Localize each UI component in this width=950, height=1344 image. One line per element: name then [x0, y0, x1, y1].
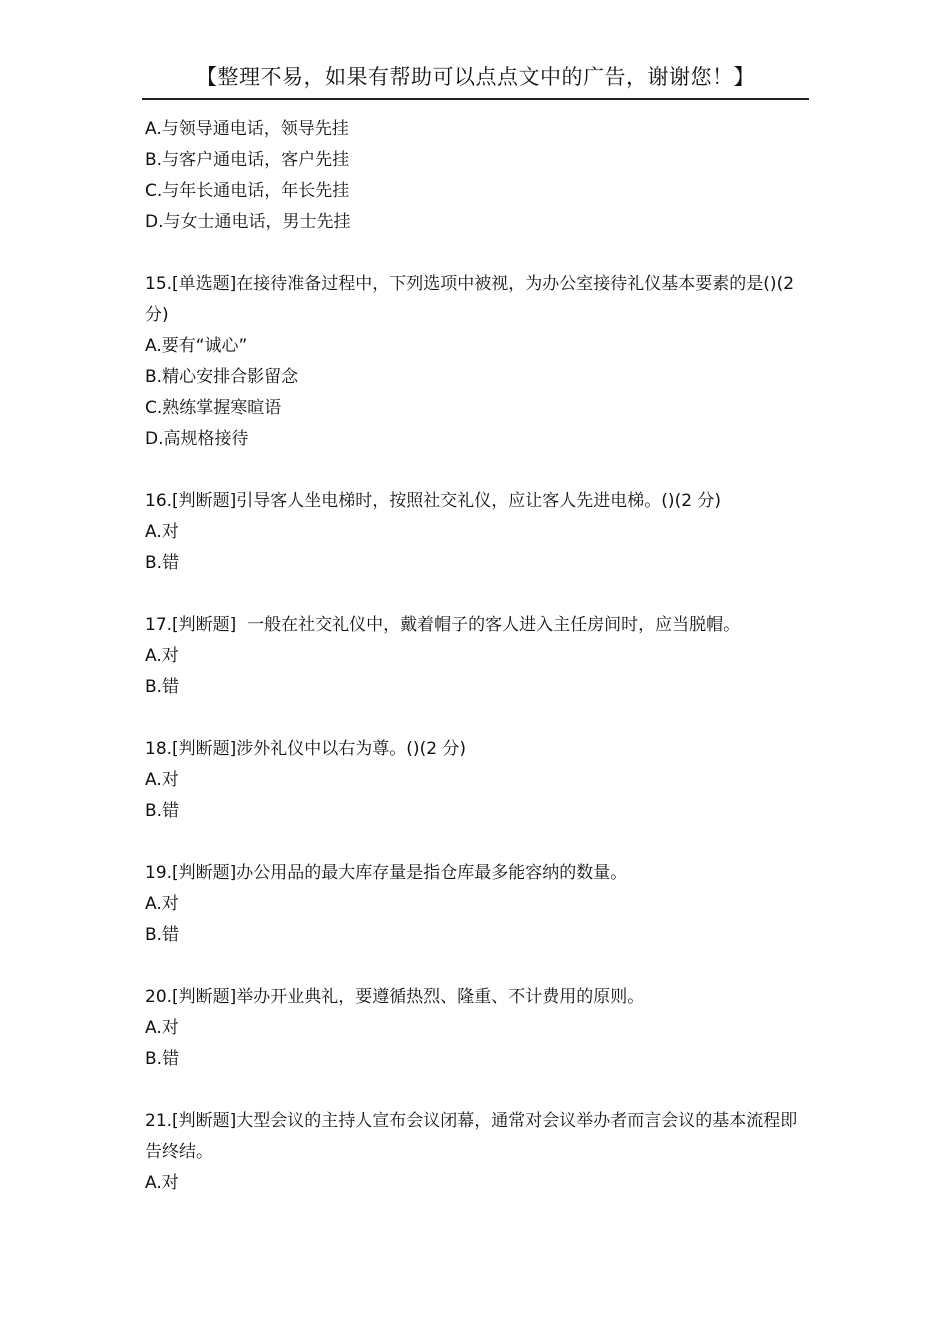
- question-title: 21.[判断题]大型会议的主持人宣布会议闭幕，通常对会议举办者而言会议的基本流程即告终结。: [145, 1111, 798, 1162]
- option-a: A.要有“诚心”: [145, 336, 248, 356]
- option-b: B.与客户通电话，客户先挂: [145, 150, 350, 170]
- option-b: B.精心安排合影留念: [145, 367, 299, 387]
- option-a: A.对: [145, 1018, 179, 1038]
- question-17: [145, 610, 809, 703]
- option-a: A.对: [145, 646, 179, 666]
- option-b: B.错: [145, 801, 180, 821]
- question-19: [145, 858, 809, 951]
- question-14-continued: [145, 114, 809, 238]
- option-b: B.错: [145, 677, 180, 697]
- option-a: A.对: [145, 1173, 179, 1193]
- option-d: D.高规格接待: [145, 429, 249, 449]
- header-divider: [142, 98, 809, 100]
- option-c: C.熟练掌握寒暄语: [145, 398, 282, 418]
- question-18: [145, 734, 809, 827]
- question-title: 19.[判断题]办公用品的最大库存量是指仓库最多能容纳的数量。: [145, 863, 628, 883]
- option-a: A.对: [145, 770, 179, 790]
- question-21: [145, 1106, 809, 1199]
- option-a: A.对: [145, 894, 179, 914]
- option-b: B.错: [145, 553, 180, 573]
- option-a: A.与领导通电话，领导先挂: [145, 119, 349, 139]
- question-title: 15.[单选题]在接待准备过程中，下列选项中被视，为办公室接待礼仪基本要素的是()(2 分): [145, 274, 795, 325]
- question-title: 17.[判断题] 一般在社交礼仪中，戴着帽子的客人进入主任房间时，应当脱帽。: [145, 615, 741, 635]
- option-b: B.错: [145, 925, 180, 945]
- question-20: [145, 982, 809, 1075]
- option-a: A.对: [145, 522, 179, 542]
- question-15: [145, 269, 809, 455]
- question-16: [145, 486, 809, 579]
- question-title: 18.[判断题]涉外礼仪中以右为尊。()(2 分): [145, 739, 467, 759]
- option-d: D.与女士通电话，男士先挂: [145, 212, 351, 232]
- option-c: C.与年长通电话，年长先挂: [145, 181, 350, 201]
- question-list: [145, 114, 809, 1199]
- page-header: 【整理不易，如果有帮助可以点点文中的广告，谢谢您！】: [196, 65, 755, 89]
- question-title: 16.[判断题]引导客人坐电梯时，按照社交礼仪，应让客人先进电梯。()(2 分): [145, 491, 722, 511]
- option-b: B.错: [145, 1049, 180, 1069]
- question-title: 20.[判断题]举办开业典礼，要遵循热烈、隆重、不计费用的原则。: [145, 987, 645, 1007]
